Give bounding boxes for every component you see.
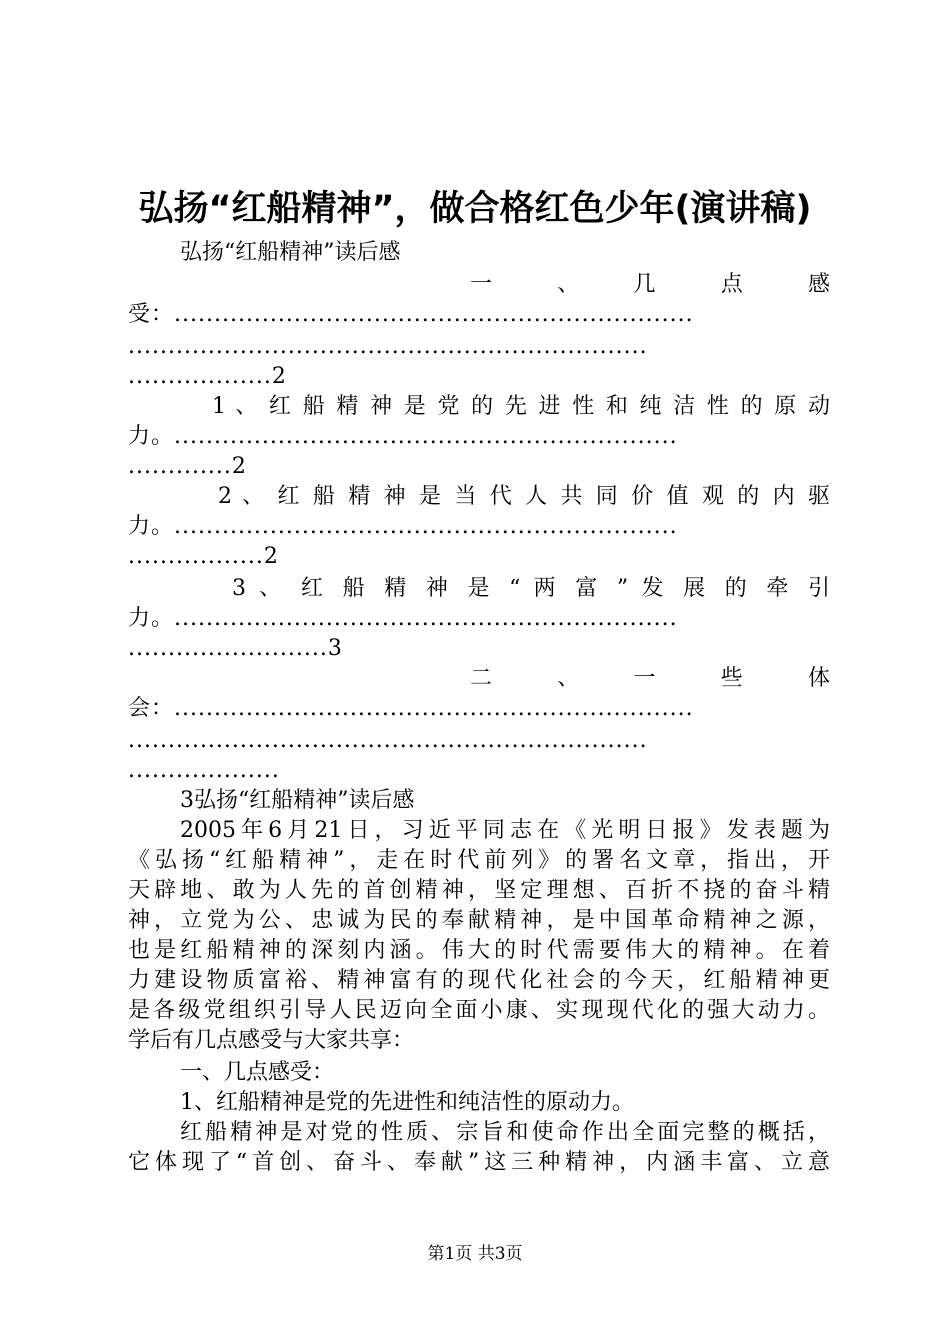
body-line: 2005年6月21日，习近平同志在《光明日报》发表题为	[180, 818, 830, 843]
document-title: 弘扬“红船精神”，做合格红色少年(演讲稿)	[138, 189, 812, 229]
toc-line: 2 、 红 船 精 神 是 当 代 人 共 同 价 值 观 的 内 驱	[218, 484, 830, 509]
toc-line: .................................................................	[128, 334, 648, 359]
body-line: 是各级党组织引导人民迈向全面小康、实现现代化的强大动力。	[128, 998, 830, 1023]
toc-line: 力。...............................................................	[128, 424, 678, 449]
toc-heading: 弘扬“红船精神”读后感	[180, 240, 401, 265]
toc-line: .............2	[128, 454, 247, 479]
toc-line: 二 、 一 些 体	[470, 666, 830, 691]
page-footer: 第1页 共3页	[427, 1244, 523, 1264]
body-line: 它体现了“首创、奋斗、奉献”这三种精神，内涵丰富、立意	[128, 1150, 830, 1175]
body-line: 一、几点感受：	[180, 1060, 335, 1085]
body-line: 力建设物质富裕、精神富有的现代化社会的今天，红船精神更	[128, 968, 830, 993]
toc-line: ...................	[128, 758, 280, 783]
toc-line: 1 、 红 船 精 神 是 党 的 先 进 性 和 纯 洁 性 的 原 动	[212, 394, 830, 419]
toc-line: .........................3	[128, 636, 343, 661]
body-line: 神，立党为公、忠诚为民的奉献精神，是中国革命精神之源，	[128, 908, 830, 933]
body-line: 《弘扬“红船精神”，走在时代前列》的署名文章，指出，开	[128, 848, 830, 873]
body-line: 也是红船精神的深刻内涵。伟大的时代需要伟大的精神。在着	[128, 938, 830, 963]
toc-line: 力。...............................................................	[128, 514, 678, 539]
toc-line: ..................2	[128, 364, 287, 389]
body-line: 学后有几点感受与大家共享：	[128, 1028, 415, 1053]
toc-line: 受：.................................................................	[128, 302, 694, 327]
toc-line: 会：.................................................................	[128, 696, 694, 721]
body-line: 3弘扬“红船精神”读后感	[180, 788, 415, 813]
body-line: 1、红船精神是党的先进性和纯洁性的原动力。	[180, 1090, 634, 1115]
toc-line: 3 、 红 船 精 神 是 “ 两 富 ” 发 展 的 牵 引	[232, 576, 830, 601]
toc-line: .................2	[128, 544, 279, 569]
toc-line: .................................................................	[128, 728, 648, 753]
toc-line: 一 、 几 点 感	[470, 272, 830, 297]
body-line: 红船精神是对党的性质、宗旨和使命作出全面完整的概括，	[180, 1120, 830, 1145]
body-line: 天辟地、敢为人先的首创精神，坚定理想、百折不挠的奋斗精	[128, 878, 830, 903]
toc-line: 力。...............................................................	[128, 606, 678, 631]
